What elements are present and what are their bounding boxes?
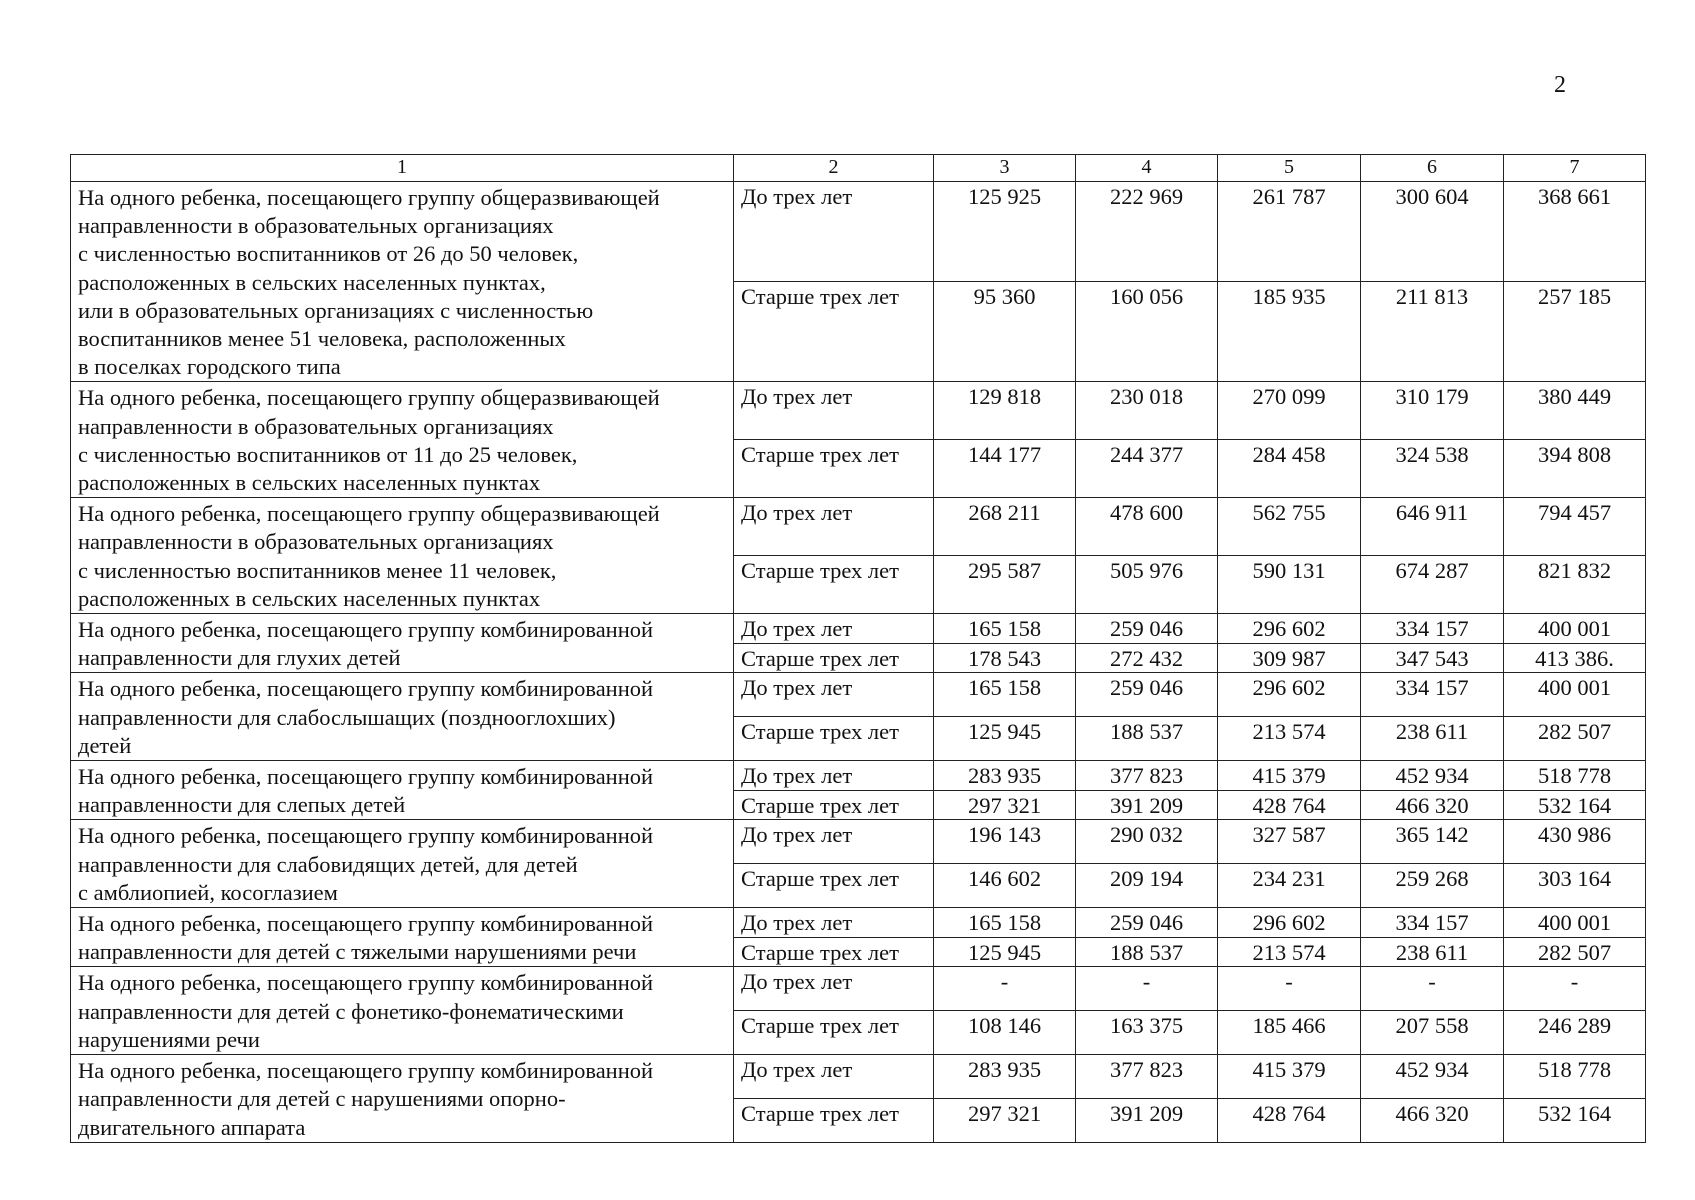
value-cell: 178 543: [934, 643, 1076, 673]
value-cell: 284 458: [1218, 440, 1361, 498]
value-cell: 413 386.: [1504, 643, 1646, 673]
value-cell: 590 131: [1218, 556, 1361, 614]
value-cell: 794 457: [1504, 498, 1646, 556]
age-group-cell: До трех лет: [734, 614, 934, 644]
value-cell: 165 158: [934, 673, 1076, 717]
age-group-cell: Старше трех лет: [734, 440, 934, 498]
page-number: 2: [1554, 72, 1566, 98]
value-cell: 108 146: [934, 1011, 1076, 1055]
value-cell: 300 604: [1361, 182, 1504, 282]
row-description: [71, 1055, 734, 1143]
value-cell: 165 158: [934, 614, 1076, 644]
value-cell: 674 287: [1361, 556, 1504, 614]
value-cell: 196 143: [934, 820, 1076, 864]
description-line: направленности в образовательных организациях: [78, 213, 554, 239]
value-cell: 160 056: [1076, 282, 1218, 382]
value-cell: 466 320: [1361, 1098, 1504, 1142]
value-cell: 282 507: [1504, 937, 1646, 967]
description-line: направленности для слепых детей: [78, 792, 406, 818]
value-cell: 165 158: [934, 908, 1076, 938]
value-cell: 268 211: [934, 498, 1076, 556]
description-line: На одного ребенка, посещающего группу общеразвивающей: [78, 501, 660, 527]
row-description: [71, 820, 734, 908]
value-cell: 391 209: [1076, 790, 1218, 820]
table-row: [71, 182, 1646, 282]
table-row: [71, 382, 1646, 440]
description-line: с численностью воспитанников от 11 до 25 человек,: [78, 441, 578, 467]
header-cell: 5: [1218, 155, 1361, 182]
value-cell: 207 558: [1361, 1011, 1504, 1055]
value-cell: 296 602: [1218, 908, 1361, 938]
value-cell: 272 432: [1076, 643, 1218, 673]
age-group-cell: Старше трех лет: [734, 937, 934, 967]
table-row: [71, 908, 1646, 938]
value-cell: 163 375: [1076, 1011, 1218, 1055]
header-cell: 3: [934, 155, 1076, 182]
value-cell: 334 157: [1361, 908, 1504, 938]
row-description: [71, 673, 734, 761]
value-cell: 282 507: [1504, 717, 1646, 761]
age-group-cell: Старше трех лет: [734, 1011, 934, 1055]
value-cell: 129 818: [934, 382, 1076, 440]
value-cell: 452 934: [1361, 761, 1504, 791]
description-line: детей: [78, 732, 132, 758]
description-line: направленности для детей с нарушениями опорно-: [78, 1086, 566, 1112]
value-cell: 532 164: [1504, 790, 1646, 820]
age-group-cell: До трех лет: [734, 820, 934, 864]
value-cell: 347 543: [1361, 643, 1504, 673]
age-group-cell: До трех лет: [734, 382, 934, 440]
value-cell: 400 001: [1504, 614, 1646, 644]
value-cell: 259 046: [1076, 908, 1218, 938]
value-cell: 188 537: [1076, 717, 1218, 761]
description-line: двигательного аппарата: [78, 1114, 306, 1140]
row-description: [71, 614, 734, 673]
description-line: с численностью воспитанников менее 11 человек,: [78, 557, 557, 583]
value-cell: 394 808: [1504, 440, 1646, 498]
value-cell: 125 945: [934, 717, 1076, 761]
description-line: На одного ребенка, посещающего группу комбинированной: [78, 617, 654, 643]
value-cell: 222 969: [1076, 182, 1218, 282]
value-cell: 188 537: [1076, 937, 1218, 967]
value-cell: 257 185: [1504, 282, 1646, 382]
value-cell: 125 945: [934, 937, 1076, 967]
value-cell: 377 823: [1076, 1055, 1218, 1099]
age-group-cell: Старше трех лет: [734, 556, 934, 614]
value-cell: 230 018: [1076, 382, 1218, 440]
value-cell: 259 046: [1076, 673, 1218, 717]
value-cell: 478 600: [1076, 498, 1218, 556]
age-group-cell: До трех лет: [734, 967, 934, 1011]
age-group-cell: До трех лет: [734, 673, 934, 717]
description-line: На одного ребенка, посещающего группу общеразвивающей: [78, 185, 660, 210]
header-cell: 4: [1076, 155, 1218, 182]
header-cell: 2: [734, 155, 934, 182]
value-cell: 368 661: [1504, 182, 1646, 282]
value-cell: 185 935: [1218, 282, 1361, 382]
value-cell: 391 209: [1076, 1098, 1218, 1142]
age-group-cell: До трех лет: [734, 182, 934, 282]
table-row: [71, 498, 1646, 556]
value-cell: 310 179: [1361, 382, 1504, 440]
description-line: На одного ребенка, посещающего группу комбинированной: [78, 1058, 654, 1084]
description-line: На одного ребенка, посещающего группу комбинированной: [78, 911, 654, 937]
value-cell: 430 986: [1504, 820, 1646, 864]
header-cell: 7: [1504, 155, 1646, 182]
age-group-cell: До трех лет: [734, 761, 934, 791]
age-group-cell: До трех лет: [734, 908, 934, 938]
value-cell: 290 032: [1076, 820, 1218, 864]
age-group-cell: Старше трех лет: [734, 282, 934, 382]
value-cell: 244 377: [1076, 440, 1218, 498]
description-line: или в образовательных организациях с численностью: [78, 297, 594, 323]
value-cell: 365 142: [1361, 820, 1504, 864]
value-cell: 821 832: [1504, 556, 1646, 614]
value-cell: 295 587: [934, 556, 1076, 614]
value-cell: 211 813: [1361, 282, 1504, 382]
value-cell: 297 321: [934, 1098, 1076, 1142]
value-cell: 532 164: [1504, 1098, 1646, 1142]
value-cell: 400 001: [1504, 908, 1646, 938]
value-cell: -: [1504, 967, 1646, 1011]
value-cell: 309 987: [1218, 643, 1361, 673]
description-line: расположенных в сельских населенных пунктах: [78, 470, 541, 496]
value-cell: -: [1218, 967, 1361, 1011]
value-cell: 334 157: [1361, 673, 1504, 717]
value-cell: 428 764: [1218, 790, 1361, 820]
row-description: [71, 967, 734, 1055]
value-cell: 238 611: [1361, 717, 1504, 761]
description-line: в поселках городского типа: [78, 354, 341, 380]
description-line: направленности для глухих детей: [78, 645, 401, 671]
description-line: направленности для детей с тяжелыми нарушениями речи: [78, 939, 637, 965]
value-cell: 185 466: [1218, 1011, 1361, 1055]
value-cell: 213 574: [1218, 937, 1361, 967]
value-cell: 466 320: [1361, 790, 1504, 820]
value-cell: 246 289: [1504, 1011, 1646, 1055]
value-cell: 377 823: [1076, 761, 1218, 791]
description-line: На одного ребенка, посещающего группу комбинированной: [78, 676, 654, 702]
value-cell: 259 046: [1076, 614, 1218, 644]
age-group-cell: Старше трех лет: [734, 790, 934, 820]
value-cell: 209 194: [1076, 864, 1218, 908]
value-cell: 415 379: [1218, 761, 1361, 791]
value-cell: 428 764: [1218, 1098, 1361, 1142]
description-line: На одного ребенка, посещающего группу комбинированной: [78, 823, 654, 849]
value-cell: 234 231: [1218, 864, 1361, 908]
description-line: направленности в образовательных организациях: [78, 413, 554, 439]
description-line: расположенных в сельских населенных пунктах,: [78, 269, 546, 295]
value-cell: 324 538: [1361, 440, 1504, 498]
value-cell: 334 157: [1361, 614, 1504, 644]
value-cell: 303 164: [1504, 864, 1646, 908]
value-cell: 261 787: [1218, 182, 1361, 282]
value-cell: 95 360: [934, 282, 1076, 382]
value-cell: 283 935: [934, 1055, 1076, 1099]
value-cell: 259 268: [1361, 864, 1504, 908]
age-group-cell: Старше трех лет: [734, 717, 934, 761]
value-cell: 238 611: [1361, 937, 1504, 967]
value-cell: 562 755: [1218, 498, 1361, 556]
value-cell: 415 379: [1218, 1055, 1361, 1099]
value-cell: 297 321: [934, 790, 1076, 820]
value-cell: 270 099: [1218, 382, 1361, 440]
table-row: [71, 967, 1646, 1011]
value-cell: 400 001: [1504, 673, 1646, 717]
description-line: направленности для слабослышащих (позднооглохших): [78, 704, 616, 730]
table-row: [71, 614, 1646, 644]
value-cell: -: [1076, 967, 1218, 1011]
value-cell: 283 935: [934, 761, 1076, 791]
age-group-cell: До трех лет: [734, 498, 934, 556]
row-description: [71, 182, 734, 382]
header-cell: 1: [71, 155, 734, 182]
row-description: [71, 908, 734, 967]
description-line: воспитанников менее 51 человека, расположенных: [78, 326, 566, 352]
description-line: На одного ребенка, посещающего группу комбинированной: [78, 970, 654, 996]
description-line: с численностью воспитанников от 26 до 50 человек,: [78, 241, 579, 267]
value-cell: -: [1361, 967, 1504, 1011]
value-cell: 296 602: [1218, 614, 1361, 644]
row-description: [71, 761, 734, 820]
description-line: расположенных в сельских населенных пунктах: [78, 585, 541, 611]
value-cell: 380 449: [1504, 382, 1646, 440]
value-cell: 505 976: [1076, 556, 1218, 614]
description-line: направленности в образовательных организациях: [78, 529, 554, 555]
description-line: На одного ребенка, посещающего группу комбинированной: [78, 764, 654, 790]
age-group-cell: До трех лет: [734, 1055, 934, 1099]
value-cell: 213 574: [1218, 717, 1361, 761]
table-row: [71, 761, 1646, 791]
value-cell: 646 911: [1361, 498, 1504, 556]
description-line: направленности для слабовидящих детей, для детей: [78, 851, 578, 877]
table-row: [71, 673, 1646, 717]
age-group-cell: Старше трех лет: [734, 864, 934, 908]
value-cell: -: [934, 967, 1076, 1011]
description-line: направленности для детей с фонетико-фонематическими: [78, 998, 624, 1024]
age-group-cell: Старше трех лет: [734, 1098, 934, 1142]
description-line: На одного ребенка, посещающего группу общеразвивающей: [78, 385, 660, 411]
value-cell: 296 602: [1218, 673, 1361, 717]
value-cell: 146 602: [934, 864, 1076, 908]
header-cell: 6: [1361, 155, 1504, 182]
value-cell: 327 587: [1218, 820, 1361, 864]
age-group-cell: Старше трех лет: [734, 643, 934, 673]
table-row: [71, 820, 1646, 864]
description-line: нарушениями речи: [78, 1026, 260, 1052]
header-row: [71, 155, 1646, 182]
value-cell: 452 934: [1361, 1055, 1504, 1099]
value-cell: 125 925: [934, 182, 1076, 282]
description-line: с амблиопией, косоглазием: [78, 879, 338, 905]
value-cell: 518 778: [1504, 1055, 1646, 1099]
row-description: [71, 382, 734, 498]
row-description: [71, 498, 734, 614]
value-cell: 518 778: [1504, 761, 1646, 791]
value-cell: 144 177: [934, 440, 1076, 498]
rates-table: [70, 154, 1646, 1143]
table-row: [71, 1055, 1646, 1099]
